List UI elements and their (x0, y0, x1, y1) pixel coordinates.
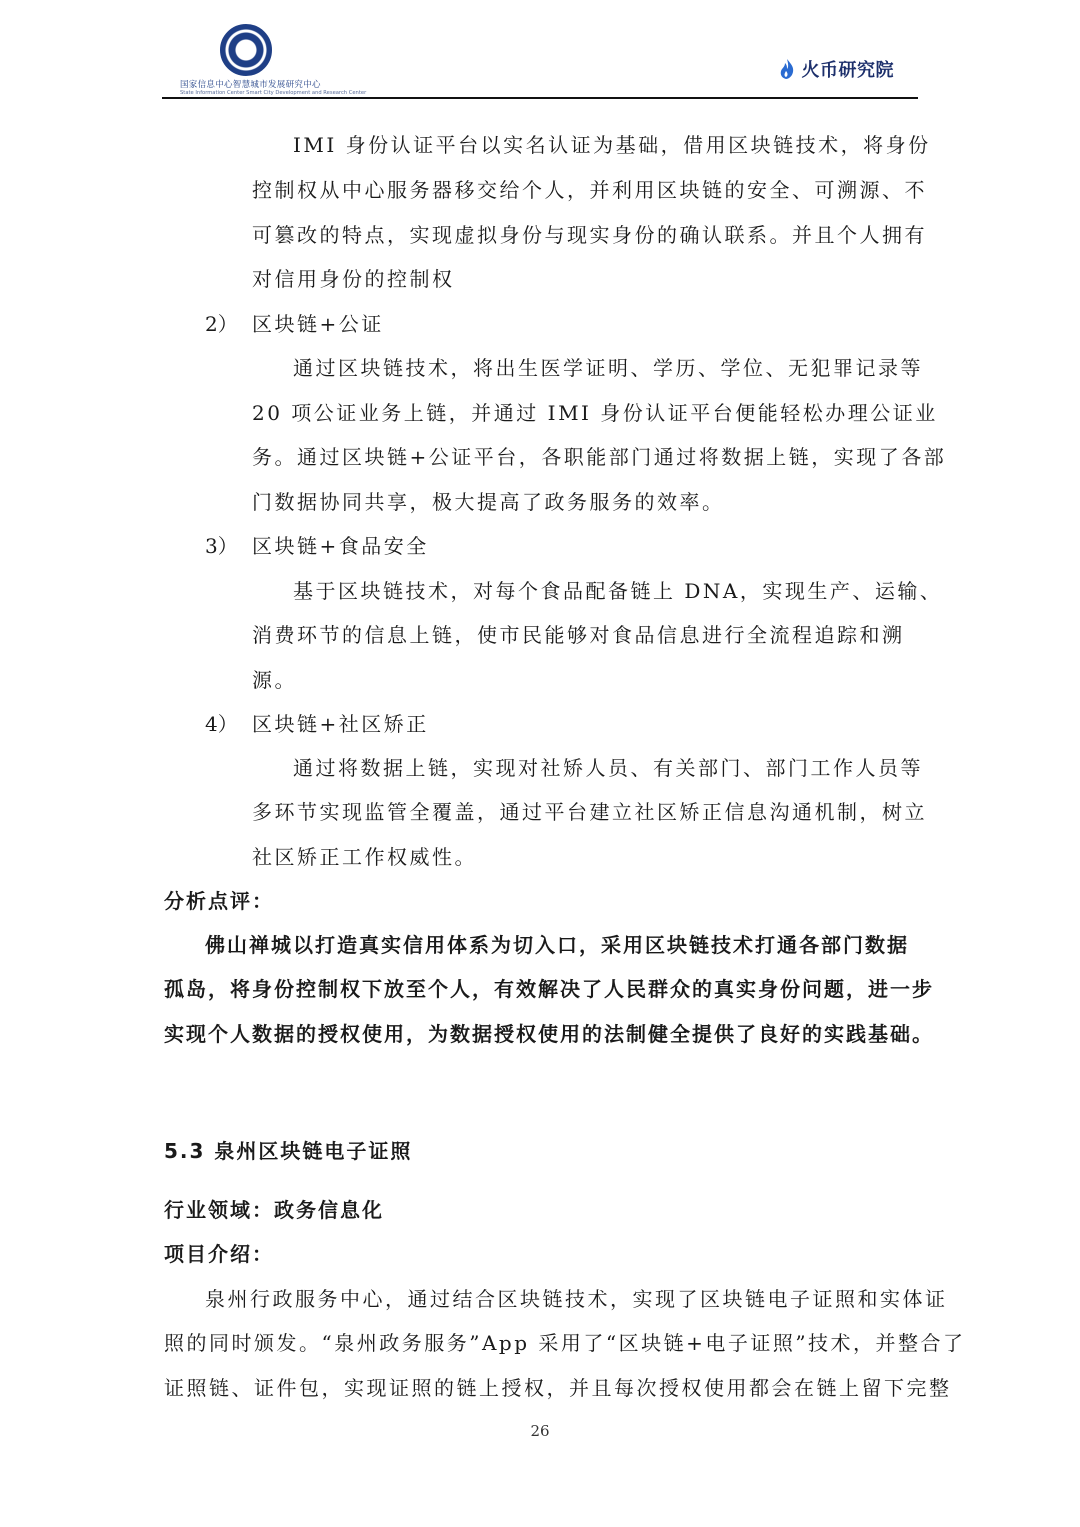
text-line: IMI 身份认证平台以实名认证为基础，借用区块链技术，将身份 (293, 133, 931, 157)
page-number: 26 (530, 1422, 550, 1440)
flame-icon (778, 58, 796, 80)
list-number: 4） (205, 712, 238, 736)
text-line: 源。 (252, 668, 297, 692)
org-name-cn: 国家信息中心智慧城市发展研究中心 (180, 80, 321, 90)
text-line: 泉州行政服务中心，通过结合区块链技术，实现了区块链电子证照和实体证 (205, 1287, 948, 1311)
text-line: 对信用身份的控制权 (252, 267, 455, 291)
emblem-icon: S (220, 24, 272, 76)
page-header (0, 0, 1080, 100)
intro-label: 项目介绍： (164, 1242, 274, 1266)
text-line: 门数据协同共享，极大提高了政务服务的效率。 (252, 490, 725, 514)
text-line: 基于区块链技术，对每个食品配备链上 DNA，实现生产、运输、 (293, 579, 943, 603)
analysis-line: 实现个人数据的授权使用，为数据授权使用的法制健全提供了良好的实践基础。 (164, 1022, 934, 1046)
section-title: 5.3 泉州区块链电子证照 (164, 1139, 413, 1163)
industry-label: 行业领域：政务信息化 (164, 1198, 384, 1222)
list-number: 2） (205, 312, 238, 336)
text-line: 消费环节的信息上链，使市民能够对食品信息进行全流程追踪和溯 (252, 623, 905, 647)
text-line: 照的同时颁发。“泉州政务服务”App 采用了“区块链+电子证照”技术，并整合了 (164, 1331, 966, 1355)
text-line: 务。通过区块链+公证平台，各职能部门通过将数据上链，实现了各部 (252, 445, 947, 469)
list-item-title: 区块链+公证 (252, 312, 384, 336)
brand-logo (778, 56, 895, 82)
list-item-title: 区块链+社区矫正 (252, 712, 429, 736)
text-line: 通过区块链技术，将出生医学证明、学历、学位、无犯罪记录等 (293, 356, 923, 380)
analysis-line: 孤岛，将身份控制权下放至个人，有效解决了人民群众的真实身份问题，进一步 (164, 977, 934, 1001)
text-line: 20 项公证业务上链，并通过 IMI 身份认证平台便能轻松办理公证业 (252, 401, 938, 425)
text-line: 社区矫正工作权威性。 (252, 845, 477, 869)
org-logo (180, 24, 367, 96)
text-line: 多环节实现监管全覆盖，通过平台建立社区矫正信息沟通机制，树立 (252, 800, 927, 824)
brand-name: 火币研究院 (801, 60, 894, 81)
analysis-line: 佛山禅城以打造真实信用体系为切入口，采用区块链技术打通各部门数据 (205, 933, 909, 957)
text-line: 通过将数据上链，实现对社矫人员、有关部门、部门工作人员等 (293, 756, 923, 780)
list-item-title: 区块链+食品安全 (252, 534, 429, 558)
text-line: 控制权从中心服务器移交给个人，并利用区块链的安全、可溯源、不 (252, 178, 927, 202)
text-line: 可篡改的特点，实现虚拟身份与现实身份的确认联系。并且个人拥有 (252, 223, 927, 247)
header-divider (162, 97, 918, 99)
org-name-en: State Information Center Smart City Development and Research Center (180, 90, 367, 96)
list-number: 3） (205, 534, 238, 558)
text-line: 证照链、证件包，实现证照的链上授权，并且每次授权使用都会在链上留下完整 (164, 1376, 952, 1400)
analysis-label: 分析点评： (164, 889, 274, 913)
